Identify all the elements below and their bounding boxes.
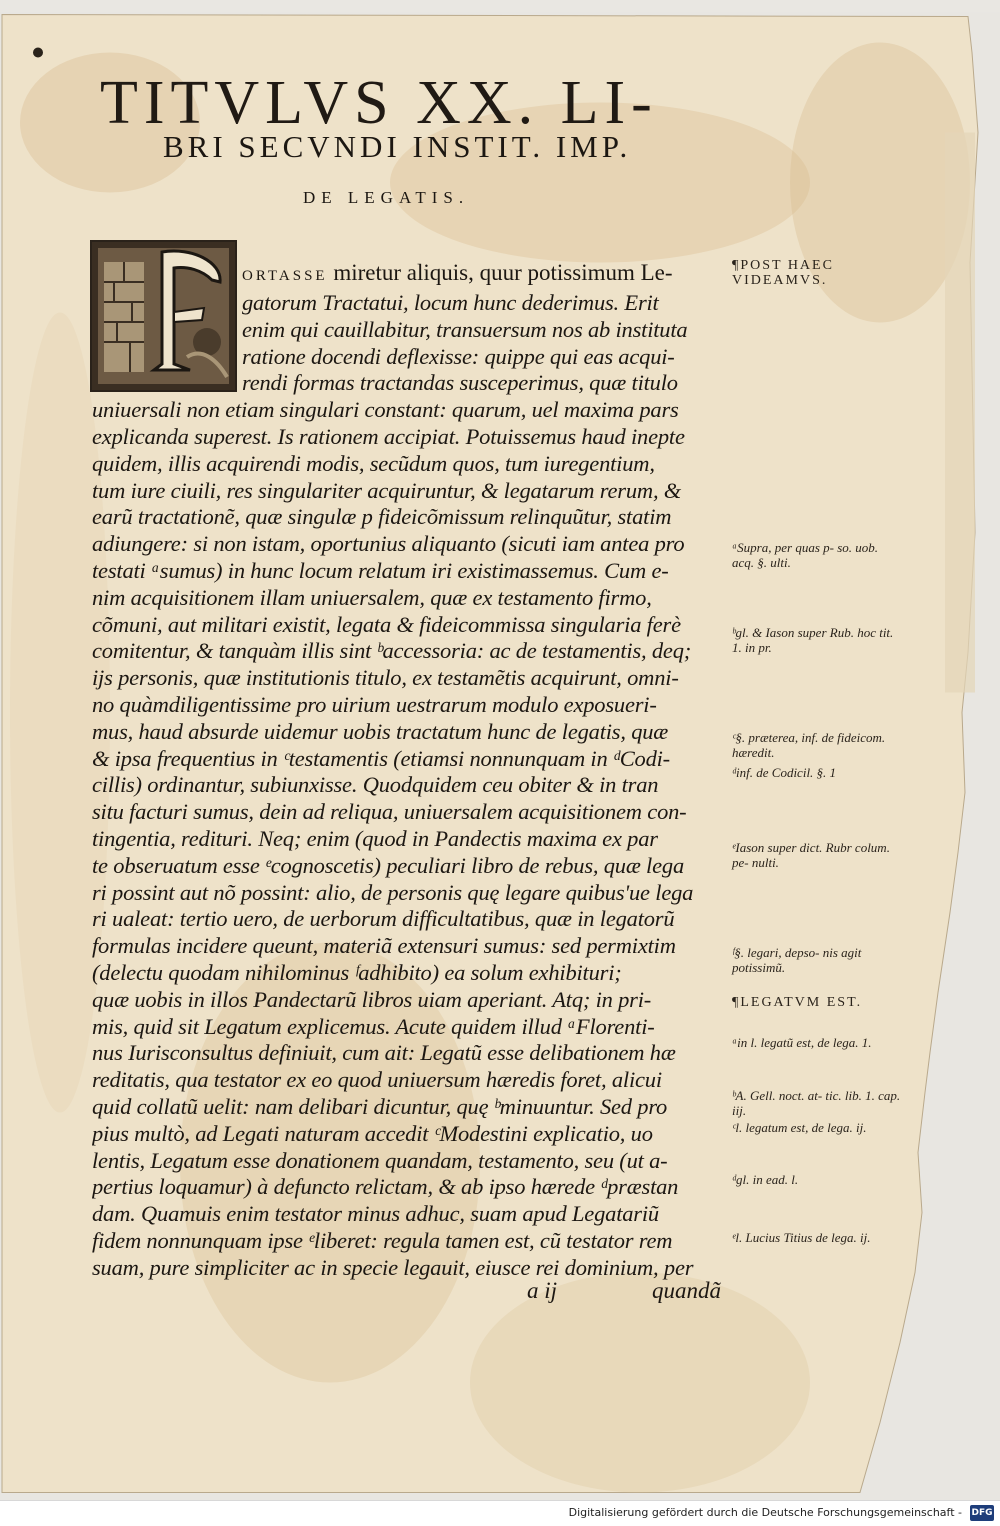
margin-note: ᵉl. Lucius Titius de lega. ij. [732, 1230, 871, 1245]
margin-note: ᵃSupra, per quas p- so. uob. acq. §. ulti. [732, 540, 879, 570]
footer-bar [0, 1500, 1000, 1526]
body-line: explicanda superest. Is rationem accipiat. Potuissemus haud inepte [92, 424, 685, 449]
first-line [242, 258, 742, 288]
first-line-lead: ORTASSE [242, 268, 328, 284]
body-line: no quàmdiligentissime pro uirium uestrarum modulo exposueri- [92, 692, 657, 717]
body-line: quid collatũ uelit: nam delibari dicuntur, quę ᵇminuuntur. Sed pro [92, 1094, 668, 1119]
margin-note: ᵉIason super dict. Rubr colum. pe- nulti. [732, 840, 890, 870]
margin-note: ᵇA. Gell. noct. at- tic. lib. 1. cap. iij. [732, 1088, 901, 1118]
title-line-2: BRI SECVNDI INSTIT. IMP. [163, 129, 632, 164]
body-line: mis, quid sit Legatum explicemus. Acute quidem illud ᵃFlorenti- [92, 1013, 655, 1039]
margin-note: ᵈinf. de Codicil. §. 1 [732, 765, 837, 780]
body-line: situ facturi sumus, dein ad reliqua, uniuersalem acquisitionem con- [92, 799, 687, 825]
body-line: earũ tractationẽ, quæ singulæ p fideicõmissum relinquũtur, statim [92, 504, 672, 530]
body-line: (delectu quodam nihilominus ᶠadhibito) ea solum exhibituri; [92, 960, 622, 985]
body-line: pius multò, ad Legati naturam accedit ᶜModestini explicatio, uo [92, 1120, 653, 1146]
body-line: ri ualeat: tertio uero, de uerborum difficultatibus, quæ in legatorũ [92, 906, 675, 932]
body-line: gatorum Tractatui, locum hunc dederimus. Erit [242, 290, 659, 315]
margin-note: ¶LEGATVM EST. [732, 995, 863, 1010]
body-line: ijs personis, quæ institutionis titulo, ex testamẽtis acquirunt, omni- [92, 665, 679, 691]
body-line: pertius loquamur) à defuncto relictam, & ab ipso hærede ᵈpræstan [92, 1174, 679, 1200]
body-line: suam, pure simpliciter ac in specie legauit, eiusce rei dominium, per [92, 1254, 694, 1280]
body-line: tum iure ciuili, res singulariter acquiruntur, & legatarum rerum, & [92, 477, 682, 503]
body-line: tingentia, redituri. Neq; enim (quod in Pandectis maxima ex par [92, 826, 658, 851]
body-line: adiungere: si non istam, oportunius aliquanto (sicuti iam antea pro [92, 531, 685, 557]
body-line: testati ᵃsumus) in hunc locum relatum iri existimassemus. Cum e- [92, 558, 669, 583]
body-line: nus Iurisconsultus definiuit, cum ait: Legatũ esse delibationem hæ [92, 1040, 676, 1066]
margin-note: ᵈgl. in ead. l. [732, 1172, 799, 1187]
body-line: cillis) ordinantur, subiunxisse. Quodquidem ceu obiter & in tran [92, 772, 659, 798]
margin-note: ᶠ§. legari, depso- nis agit potissimũ. [732, 945, 862, 975]
body-line: ratione docendi deflexisse: quippe qui eas acqui- [242, 343, 675, 369]
margin-note: ᶜl. legatum est, de lega. ij. [732, 1120, 867, 1135]
body-line: nim acquisitionem illam uniuersalem, quæ ex testamento firmo, [92, 584, 652, 610]
decorated-initial-f-woodcut [90, 240, 237, 392]
margin-note: ¶POST HAEC VIDEAMVS. [732, 258, 834, 288]
body-line: cõmuni, aut militari existit, legata & fideicommissa singularia ferè [92, 611, 681, 637]
dfg-logo: DFG [970, 1505, 994, 1521]
footer-funding-text: Digitalisierung gefördert durch die Deutsche Forschungsgemeinschaft - [568, 1506, 962, 1519]
body-line: reditatis, qua testator ex eo quod uniuersum hæredis foret, alicui [92, 1067, 662, 1093]
catchword: quandã [652, 1278, 721, 1303]
margin-note: ᶜ§. præterea, inf. de fideicom. hæredit. [732, 730, 886, 760]
body-line: quæ uobis in illos Pandectarũ libros uiam aperiant. Atq; in pri- [92, 986, 652, 1012]
body-line: quidem, illis acquirendi modis, secũdum quos, tum iuregentium, [92, 450, 655, 476]
margin-note: ᵃin l. legatũ est, de lega. 1. [732, 1035, 872, 1050]
body-line: te obseruatum esse ᵉcognoscetis) peculiari libro de rebus, quæ lega [92, 852, 684, 878]
body-line: mus, haud absurde uidemur uobis tractatum hunc de legatis, quæ [92, 718, 669, 744]
body-line: rendi formas tractandas susceperimus, quæ titulo [242, 370, 678, 396]
body-line: dam. Quamuis enim testator minus adhuc, suam apud Legatariũ [92, 1201, 659, 1227]
body-line: uniuersali non etiam singulari constant: quarum, uel maxima pars [92, 397, 679, 423]
margin-note: ᵇgl. & Iason super Rub. hoc tit. 1. in pr. [732, 625, 894, 655]
section-subtitle: DE LEGATIS. [303, 188, 470, 207]
body-line: comitentur, & tanquàm illis sint ᵇaccessoria: ac de testamentis, deq; [92, 638, 692, 664]
first-line-rest: miretur aliquis, quur potissimum Le- [333, 260, 673, 285]
body-line: lentis, Legatum esse donationem quandam, testamento, seu (ut a- [92, 1147, 668, 1173]
body-line: enim qui cauillabitur, transuersum nos ab instituta [242, 316, 688, 342]
body-line: formulas incidere queunt, materiã extensuri sumus: sed permixtim [92, 933, 676, 959]
body-line: & ipsa frequentius in ᶜtestamentis (etiamsi nonnunquam in ᵈCodi- [92, 745, 670, 771]
body-line: fidem nonnunquam ipse ᵉliberet: regula tamen est, cũ testator rem [92, 1228, 673, 1253]
title-line-1: TITVLVS XX. LI- [100, 69, 658, 137]
signature-mark: a ij [527, 1278, 558, 1303]
body-line: ri possint aut nõ possint: alio, de personis quę legare quibus'ue lega [92, 879, 694, 905]
